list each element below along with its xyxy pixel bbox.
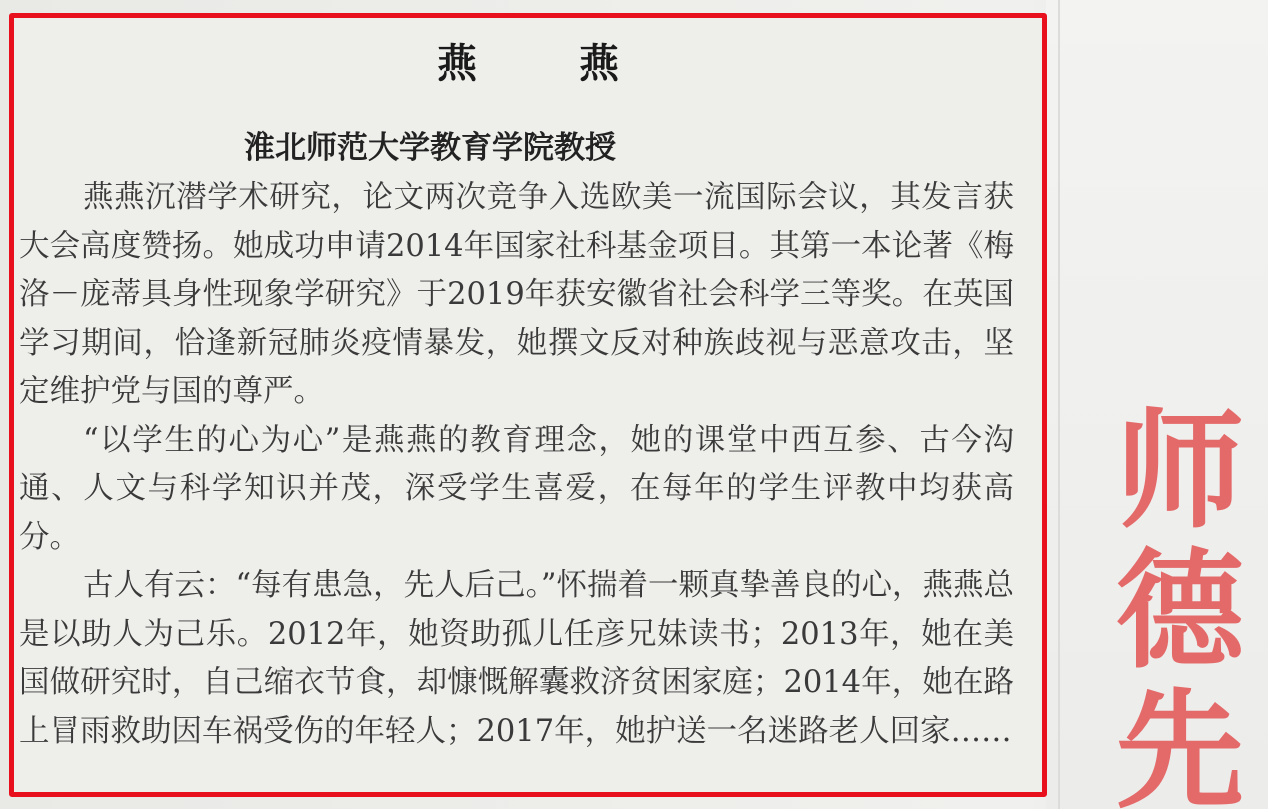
body-paragraph: 燕燕沉潜学术研究，论文两次竞争入选欧美一流国际会议，其发言获大会高度赞扬。她成功申请2014年国家社科基金项目。其第一本论著《梅洛－庞蒂具身性现象学研究》于2019年获安徽省社会科学三等奖。在英国学习期间，恰逢新冠肺炎疫情暴发，她撰文反对种族歧视与恶意攻击，坚定维护党与国的尊严。 — [19, 180, 1014, 409]
adjacent-column-heading — [1116, 397, 1266, 809]
highlight-frame — [9, 13, 1047, 797]
heading-char: 先 — [1116, 677, 1245, 809]
article-subtitle: 淮北师范大学教育学院教授 — [244, 130, 616, 166]
article-title: 燕 燕 — [437, 41, 663, 87]
body-paragraph: 古人有云：“每有患急，先人后己。”怀揣着一颗真挚善良的心，燕燕总是以助人为己乐。2012年，她资助孤儿任彦兄妹读书；2013年，她在美国做研究时，自己缩衣节食，却慷慨解囊救济贫困家庭；2014年，她在路上冒雨救助因车祸受伤的年轻人；2017年，她护送一名迷路老人回家…… — [19, 568, 1014, 749]
heading-char: 师 — [1116, 397, 1245, 546]
article-body — [19, 174, 1014, 756]
body-paragraph: “以学生的心为心”是燕燕的教育理念，她的课堂中西互参、古今沟通、人文与科学知识并茂，深受学生喜爱，在每年的学生评教中均获高分。 — [19, 422, 1014, 555]
heading-char: 德 — [1116, 537, 1245, 686]
page-fold-line — [1058, 0, 1060, 809]
